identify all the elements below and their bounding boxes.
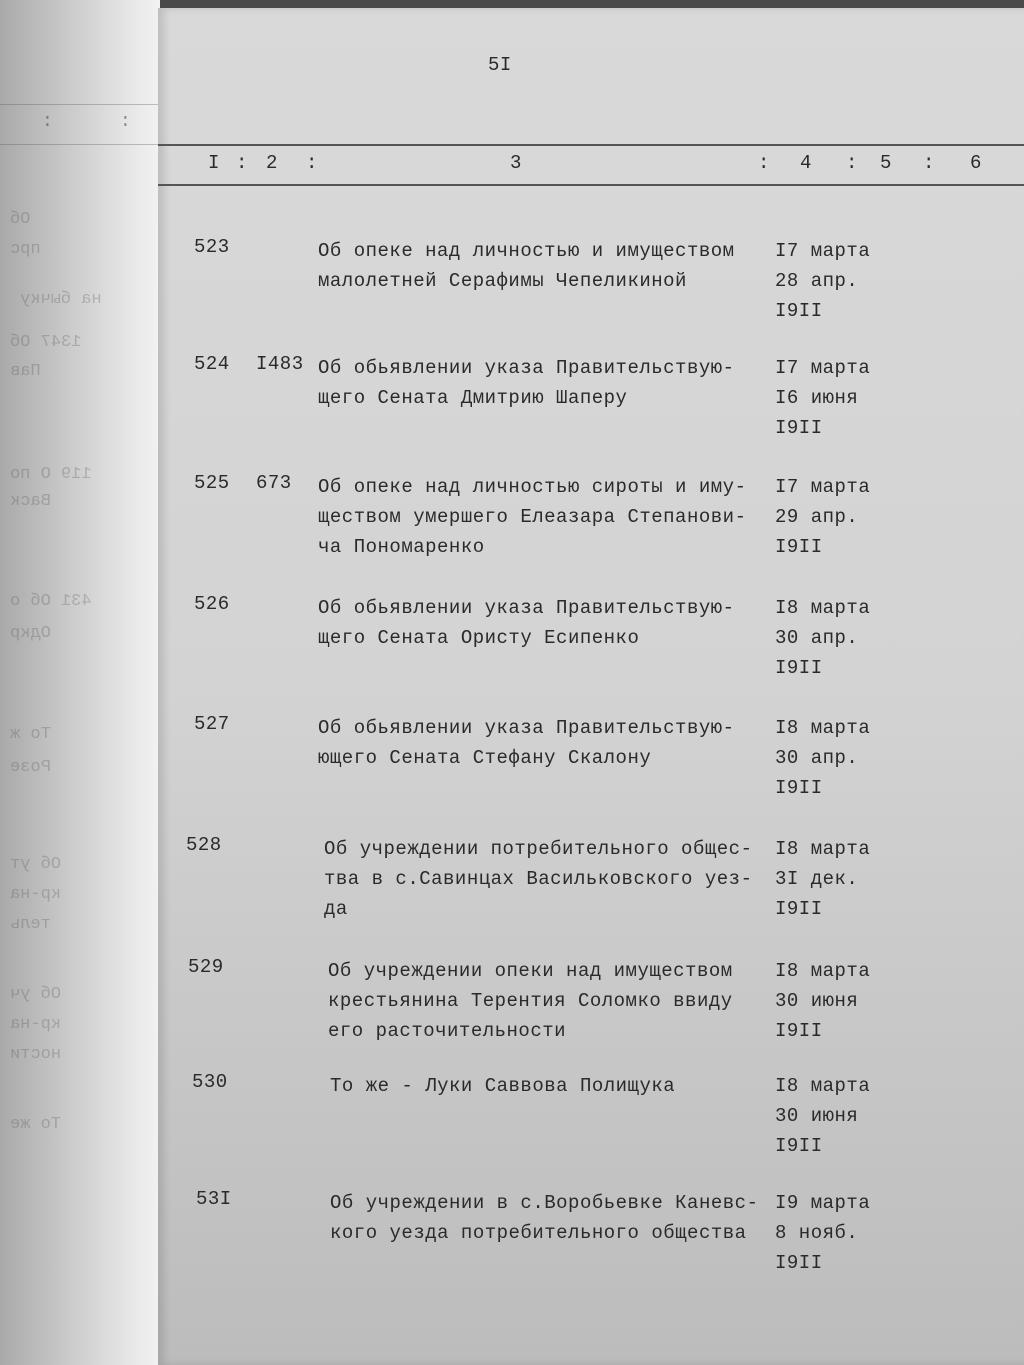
entry-dates — [775, 834, 870, 924]
column-separator: : — [236, 152, 248, 174]
entry-dates — [775, 472, 870, 562]
description-line: щего Сената Дмитрию Шаперу — [318, 387, 628, 409]
facing-header-rule-top — [0, 104, 160, 105]
facing-ghost-text: Пав — [10, 362, 41, 381]
description-line: ча Пономаренко — [318, 536, 485, 558]
facing-header-rule-bottom — [0, 144, 160, 145]
entry-dates — [775, 1071, 870, 1161]
facing-ghost-text: прс — [10, 240, 41, 259]
header-rule-top — [158, 144, 1024, 146]
description-line: То же - Луки Саввова Полищука — [330, 1075, 676, 1097]
description-line: Об учреждении опеки над имуществом — [328, 960, 733, 982]
entry-number: 530 — [192, 1071, 228, 1093]
facing-ghost-text: на бычку — [20, 290, 102, 309]
end-date: 29 апр. — [775, 506, 859, 528]
year: I9II — [775, 1020, 823, 1042]
facing-ghost-text: То же — [10, 1115, 62, 1134]
entry-description — [318, 593, 768, 653]
column-header-3: 3 — [510, 152, 522, 174]
document-page — [158, 8, 1024, 1365]
description-line: Об учреждении потребительного общес- — [324, 838, 753, 860]
start-date: I9 марта — [775, 1192, 871, 1214]
entry-description — [330, 1188, 780, 1248]
description-line: его расточительности — [328, 1020, 567, 1042]
end-date: 30 июня — [775, 990, 859, 1012]
column-header-5: 5 — [880, 152, 892, 174]
entry-dates — [775, 353, 870, 443]
entry-reference: I483 — [256, 353, 304, 375]
start-date: I8 марта — [775, 717, 871, 739]
description-line: Об опеке над личностью сироты и иму- — [318, 476, 747, 498]
year: I9II — [775, 536, 823, 558]
facing-ghost-text: 1347 Об — [10, 333, 82, 352]
facing-header-colon: : — [120, 112, 131, 132]
facing-ghost-text: 431 Об о — [10, 592, 92, 611]
description-line: Об обьявлении указа Правительствую- — [318, 357, 735, 379]
facing-ghost-text: Об — [10, 210, 31, 229]
entry-dates — [775, 236, 870, 326]
year: I9II — [775, 898, 823, 920]
column-header-1: I — [208, 152, 220, 174]
facing-ghost-text: Об уч — [10, 985, 62, 1004]
page-number: 5I — [488, 54, 512, 76]
column-header-6: 6 — [970, 152, 982, 174]
facing-ghost-text: Васк — [10, 492, 51, 511]
entry-number: 526 — [194, 593, 230, 615]
end-date: 30 июня — [775, 1105, 859, 1127]
year: I9II — [775, 777, 823, 799]
description-line: да — [324, 898, 348, 920]
entry-number: 528 — [186, 834, 222, 856]
column-header-4: 4 — [800, 152, 812, 174]
column-separator: : — [846, 152, 858, 174]
description-line: кого уезда потребительного общества — [330, 1222, 747, 1244]
column-separator: : — [306, 152, 318, 174]
description-line: Об опеке над личностью и имуществом — [318, 240, 735, 262]
year: I9II — [775, 1252, 823, 1274]
facing-ghost-text: Об ут — [10, 855, 62, 874]
facing-ghost-text: 119 О по — [10, 465, 92, 484]
entry-description — [328, 956, 778, 1046]
end-date: 28 апр. — [775, 270, 859, 292]
description-line: крестьянина Терентия Соломко ввиду — [328, 990, 733, 1012]
entry-number: 527 — [194, 713, 230, 735]
entry-number: 529 — [188, 956, 224, 978]
description-line: щего Сената Ористу Есипенко — [318, 627, 640, 649]
start-date: I7 марта — [775, 476, 871, 498]
entry-number: 524 — [194, 353, 230, 375]
entry-description — [318, 353, 768, 413]
description-line: малолетней Серафимы Чепеликиной — [318, 270, 687, 292]
entry-description — [318, 713, 768, 773]
end-date: 3I дек. — [775, 868, 859, 890]
header-rule-bottom — [158, 184, 1024, 186]
entry-dates — [775, 956, 870, 1046]
description-line: тва в с.Савинцах Васильковского уез- — [324, 868, 753, 890]
entry-description — [324, 834, 774, 924]
description-line: Об обьявлении указа Правительствую- — [318, 597, 735, 619]
end-date: 8 нояб. — [775, 1222, 859, 1244]
year: I9II — [775, 300, 823, 322]
description-line: Об обьявлении указа Правительствую- — [318, 717, 735, 739]
start-date: I8 марта — [775, 597, 871, 619]
facing-page — [0, 0, 160, 1365]
end-date: 30 апр. — [775, 627, 859, 649]
facing-ghost-text: То ж — [10, 725, 51, 744]
entry-description — [318, 472, 768, 562]
entry-dates — [775, 593, 870, 683]
year: I9II — [775, 657, 823, 679]
facing-ghost-text: тель — [10, 915, 51, 934]
facing-ghost-text: ности — [10, 1045, 62, 1064]
column-header-row — [158, 148, 1024, 182]
facing-ghost-text: кр-на — [10, 1015, 62, 1034]
facing-ghost-text: Одкр — [10, 624, 51, 643]
year: I9II — [775, 1135, 823, 1157]
start-date: I8 марта — [775, 838, 871, 860]
background-strip — [158, 0, 1024, 8]
end-date: I6 июня — [775, 387, 859, 409]
column-separator: : — [923, 152, 935, 174]
end-date: 30 апр. — [775, 747, 859, 769]
facing-ghost-text: Розе — [10, 758, 51, 777]
description-line: Об учреждении в с.Воробьевке Каневс- — [330, 1192, 759, 1214]
year: I9II — [775, 417, 823, 439]
facing-header-colon: : — [42, 112, 53, 132]
entry-description — [330, 1071, 780, 1101]
entry-dates — [775, 713, 870, 803]
column-header-2: 2 — [266, 152, 278, 174]
entry-dates — [775, 1188, 870, 1278]
facing-ghost-text: кр-на — [10, 885, 62, 904]
start-date: I8 марта — [775, 1075, 871, 1097]
column-separator: : — [758, 152, 770, 174]
description-line: ющего Сената Стефану Скалону — [318, 747, 652, 769]
start-date: I7 марта — [775, 357, 871, 379]
entry-reference: 673 — [256, 472, 292, 494]
entry-number: 523 — [194, 236, 230, 258]
start-date: I8 марта — [775, 960, 871, 982]
entry-number: 53I — [196, 1188, 232, 1210]
entry-number: 525 — [194, 472, 230, 494]
start-date: I7 марта — [775, 240, 871, 262]
description-line: ществом умершего Елеазара Степанови- — [318, 506, 747, 528]
entry-description — [318, 236, 768, 296]
